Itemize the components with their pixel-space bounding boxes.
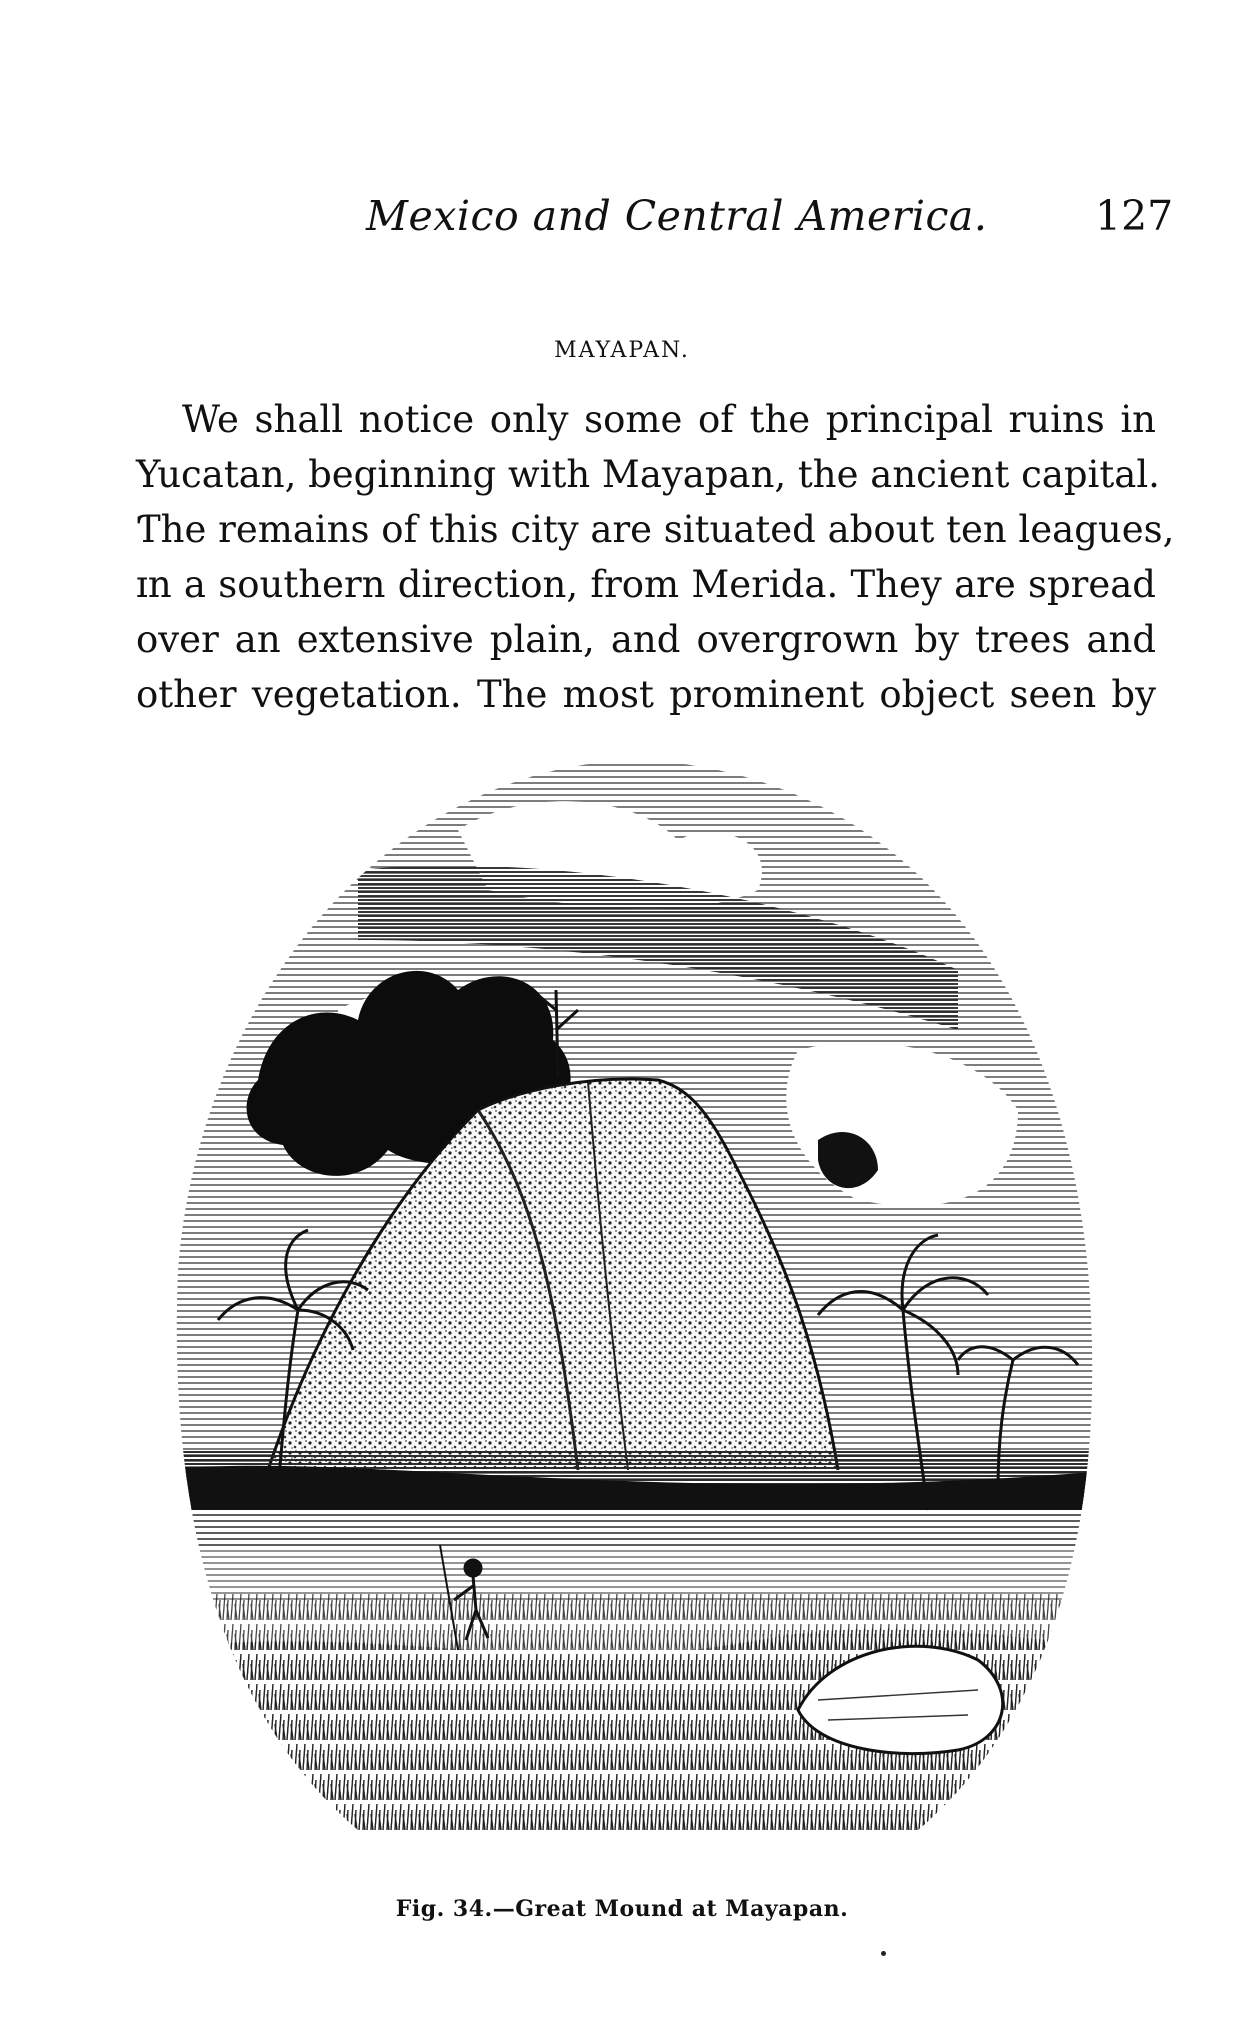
figure-caption: Fig. 34.—Great Mound at Mayapan. [395, 1896, 849, 1922]
paragraph-line: Yucatan, beginning with Mayapan, the ancient capital. [136, 453, 1160, 496]
engraving-illustration [158, 750, 1118, 1860]
engraving-scene [158, 750, 1118, 1860]
paragraph-line: Ƭhe remains of this city are situated about ten leagues, [136, 508, 1175, 551]
engraving-great-mound [158, 750, 1118, 1860]
paragraph-line: ɪn a southern direction, from Merida. They are spread [136, 563, 1156, 606]
page-header [366, 192, 1174, 252]
section-heading: MAYAPAN. [554, 338, 690, 363]
running-title: Mexico and Central America. [366, 192, 988, 240]
print-speck [881, 1951, 886, 1956]
paragraph-line: We shall notice only some of the principal ruins in [182, 398, 1156, 441]
page-number: 127 [1095, 192, 1174, 240]
body-paragraph [136, 392, 1175, 722]
paragraph-line: other vegetation. The most prominent object seen by [136, 673, 1156, 716]
paragraph-line: over an extensive plain, and overgrown by trees and [136, 618, 1156, 661]
